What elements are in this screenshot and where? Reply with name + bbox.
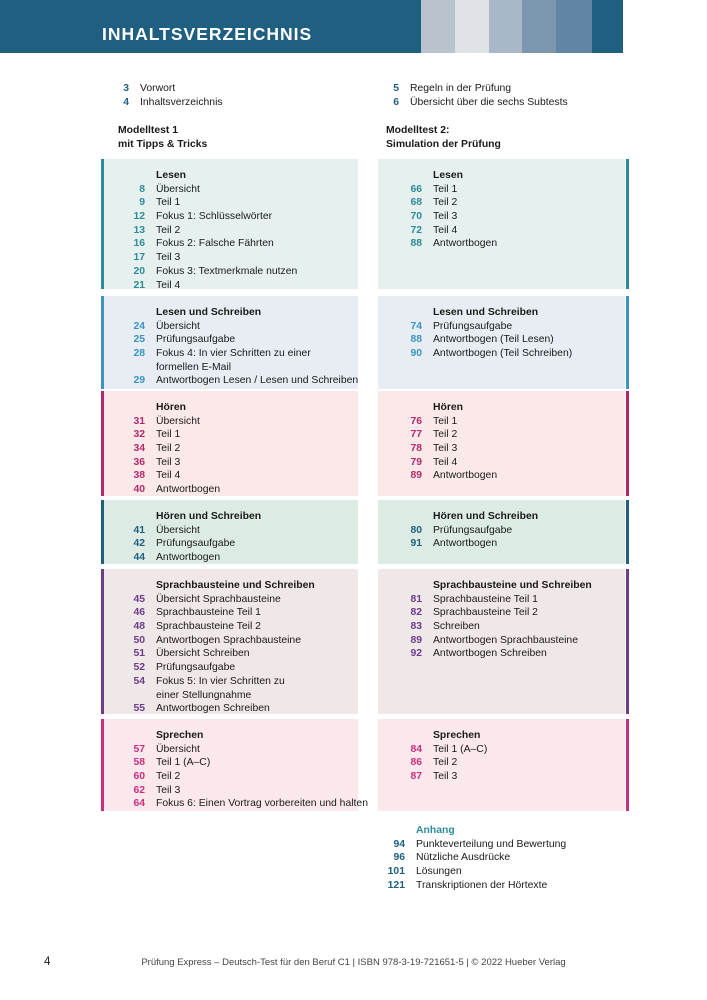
section-accent-bar bbox=[101, 296, 104, 389]
section-title-text: Lesen bbox=[156, 170, 187, 181]
page-number-ref: 96 bbox=[393, 852, 405, 864]
section-accent-bar bbox=[101, 719, 104, 811]
page-number-ref: 45 bbox=[133, 593, 145, 605]
page-number-ref: 52 bbox=[133, 662, 145, 674]
entry-label: Punkteverteilung und Bewertung bbox=[416, 838, 567, 850]
section-entries bbox=[395, 579, 621, 661]
page-number-ref: 41 bbox=[133, 524, 145, 536]
toc-entry[interactable] bbox=[118, 784, 354, 798]
intro-entry[interactable] bbox=[372, 82, 612, 96]
toc-entry[interactable] bbox=[118, 469, 354, 483]
toc-entry[interactable] bbox=[395, 620, 621, 634]
entry-label: Antwortbogen Lesen / Lesen und Schreiben bbox=[156, 375, 359, 387]
section-right-hören bbox=[378, 391, 625, 496]
toc-entry[interactable] bbox=[395, 415, 621, 429]
toc-entry[interactable] bbox=[395, 196, 621, 210]
page-number-ref: 78 bbox=[410, 443, 422, 455]
section-right-lesen bbox=[378, 159, 625, 289]
entry-label: Prüfungsaufgabe bbox=[433, 320, 513, 332]
entry-label: Teil 1 bbox=[433, 183, 458, 195]
section-title-text: Lesen und Schreiben bbox=[433, 307, 539, 318]
intro-entry[interactable] bbox=[372, 96, 612, 110]
toc-entry[interactable] bbox=[118, 647, 354, 661]
page-number-ref: 91 bbox=[410, 538, 422, 550]
page-number-ref: 12 bbox=[133, 211, 145, 223]
entry-label: Lösungen bbox=[416, 866, 462, 878]
page-number-ref: 21 bbox=[133, 279, 145, 291]
section-title bbox=[118, 729, 354, 743]
entry-label: Teil 4 bbox=[433, 456, 458, 468]
page-number-ref: 70 bbox=[410, 211, 422, 223]
page-number: 4 bbox=[44, 956, 51, 968]
toc-entry[interactable] bbox=[118, 279, 354, 293]
toc-entry[interactable] bbox=[395, 606, 621, 620]
entry-label: Antwortbogen Schreiben bbox=[156, 703, 270, 715]
page-number-ref: 25 bbox=[133, 334, 145, 346]
entry-label: Antwortbogen (Teil Schreiben) bbox=[433, 348, 573, 360]
entry-label: Fokus 1: Schlüsselwörter bbox=[156, 211, 273, 223]
page-number-ref: 54 bbox=[133, 675, 145, 687]
section-right-lesen-und-schreiben bbox=[378, 296, 625, 389]
entry-label: Teil 3 bbox=[156, 456, 181, 468]
entry-label: formellen E-Mail bbox=[156, 361, 232, 373]
page-number-ref: 88 bbox=[410, 238, 422, 250]
entry-label: Regeln in der Prüfung bbox=[410, 83, 512, 94]
section-title bbox=[395, 510, 621, 524]
toc-entry[interactable] bbox=[118, 606, 354, 620]
toc-entry[interactable] bbox=[118, 675, 354, 689]
page-number-ref: 58 bbox=[133, 757, 145, 769]
toc-entry[interactable] bbox=[118, 593, 354, 607]
section-left-hören bbox=[101, 391, 358, 496]
toc-entry[interactable] bbox=[118, 251, 354, 265]
toc-entry[interactable] bbox=[118, 797, 368, 811]
entry-label: Sprachbausteine Teil 1 bbox=[156, 607, 261, 619]
section-title-text: Hören bbox=[156, 402, 187, 413]
page-number-ref: 64 bbox=[133, 798, 145, 810]
entry-label: Vorwort bbox=[140, 83, 176, 94]
entry-label: Teil 2 bbox=[433, 429, 458, 441]
entry-label: Prüfungsaufgabe bbox=[156, 538, 236, 550]
entry-label: Übersicht bbox=[156, 524, 200, 536]
entry-label: Teil 2 bbox=[156, 771, 181, 783]
page-number-ref: 87 bbox=[410, 771, 422, 783]
entry-label: Übersicht bbox=[156, 415, 200, 427]
toc-entry[interactable] bbox=[395, 224, 621, 238]
page-number-ref: 5 bbox=[393, 83, 399, 94]
toc-entry[interactable] bbox=[118, 183, 354, 197]
section-entries bbox=[395, 510, 621, 551]
entry-label: Antwortbogen bbox=[433, 470, 498, 482]
entry-label: Teil 1 (A–C) bbox=[156, 757, 211, 769]
section-title bbox=[118, 306, 354, 320]
page-number-ref: 13 bbox=[133, 224, 145, 236]
section-entries bbox=[118, 306, 359, 388]
page-number-ref: 80 bbox=[410, 524, 422, 536]
entry-label: Prüfungsaufgabe bbox=[433, 524, 513, 536]
page-number-ref: 32 bbox=[133, 429, 145, 441]
entry-label: Übersicht über die sechs Subtests bbox=[410, 96, 568, 108]
entry-label: Teil 1 bbox=[156, 429, 181, 441]
section-entries bbox=[395, 306, 621, 361]
section-title-text: Sprechen bbox=[156, 730, 204, 741]
section-right-sprachbausteine-und-schreiben bbox=[378, 569, 625, 714]
page-number-ref: 28 bbox=[133, 348, 145, 360]
page-number-ref: 121 bbox=[387, 879, 405, 891]
page-number-ref: 83 bbox=[410, 621, 422, 633]
entry-label: Antwortbogen bbox=[156, 484, 221, 496]
section-right-sprechen bbox=[378, 719, 625, 811]
intro-entry[interactable] bbox=[102, 82, 342, 96]
section-left-sprachbausteine-und-schreiben bbox=[101, 569, 358, 714]
entry-label: Prüfungsaufgabe bbox=[156, 662, 236, 674]
section-entries bbox=[395, 169, 621, 251]
page-number-ref: 6 bbox=[393, 96, 399, 108]
entry-label: Inhaltsverzeichnis bbox=[140, 96, 223, 108]
page-number-ref: 60 bbox=[133, 771, 145, 783]
page-number-ref: 68 bbox=[410, 197, 422, 209]
page-number-ref: 82 bbox=[410, 607, 422, 619]
section-entries bbox=[395, 729, 621, 784]
section-accent-bar bbox=[626, 296, 629, 389]
header-stripe bbox=[556, 0, 592, 53]
toc-entry[interactable] bbox=[118, 415, 354, 429]
toc-entry[interactable] bbox=[118, 483, 354, 497]
toc-entry[interactable] bbox=[395, 634, 621, 648]
page-number-ref: 101 bbox=[387, 866, 405, 878]
section-title bbox=[118, 169, 354, 183]
toc-entry[interactable] bbox=[395, 183, 621, 197]
entry-label: Fokus 5: In vier Schritten zu bbox=[156, 675, 285, 687]
entry-label: Transkriptionen der Hörtexte bbox=[416, 879, 548, 891]
toc-entry[interactable] bbox=[118, 237, 354, 251]
page-number-ref: 29 bbox=[133, 375, 145, 387]
toc-entry[interactable] bbox=[395, 524, 621, 538]
entry-label: Nützliche Ausdrücke bbox=[416, 852, 511, 864]
toc-entry[interactable] bbox=[118, 347, 354, 361]
page-number-ref: 72 bbox=[410, 224, 422, 236]
page-number-ref: 88 bbox=[410, 334, 422, 346]
toc-entry[interactable] bbox=[118, 620, 354, 634]
entry-label: Fokus 2: Falsche Fährten bbox=[156, 238, 274, 250]
entry-label: Teil 2 bbox=[433, 197, 458, 209]
section-right-hören-und-schreiben bbox=[378, 500, 625, 564]
entry-label: Sprachbausteine Teil 1 bbox=[433, 593, 538, 605]
toc-entry[interactable] bbox=[395, 428, 621, 442]
page-number-ref: 55 bbox=[133, 703, 145, 715]
entry-label: Sprachbausteine Teil 2 bbox=[156, 621, 261, 633]
section-title bbox=[395, 401, 621, 415]
toc-entry[interactable] bbox=[395, 456, 621, 470]
toc-entry[interactable] bbox=[118, 320, 354, 334]
page-number-ref: 4 bbox=[123, 96, 129, 108]
entry-label: Teil 2 bbox=[156, 443, 181, 455]
entry-label: Fokus 3: Textmerkmale nutzen bbox=[156, 265, 298, 277]
section-accent-bar bbox=[626, 719, 629, 811]
section-accent-bar bbox=[101, 391, 104, 496]
section-title-text: Sprachbausteine und Schreiben bbox=[433, 580, 592, 591]
entry-label: Antwortbogen bbox=[433, 238, 498, 250]
page-number-ref: 8 bbox=[139, 183, 145, 195]
toc-entry[interactable] bbox=[118, 770, 354, 784]
footer-imprint: Prüfung Express – Deutsch-Test für den Beruf C1 | ISBN 978-3-19-721651-5 | © 2022 Hueber Verlag bbox=[141, 957, 566, 968]
entry-label: Antwortbogen Schreiben bbox=[433, 648, 547, 660]
page-number-ref: 38 bbox=[133, 470, 145, 482]
section-accent-bar bbox=[626, 159, 629, 289]
page-number-ref: 36 bbox=[133, 456, 145, 468]
toc-entry[interactable] bbox=[395, 743, 621, 757]
toc-entry[interactable] bbox=[395, 756, 621, 770]
page-number-ref: 40 bbox=[133, 484, 145, 496]
intro-list-left bbox=[102, 82, 342, 109]
page-number-ref: 9 bbox=[139, 197, 145, 209]
entry-label: Übersicht bbox=[156, 743, 200, 755]
section-accent-bar bbox=[626, 391, 629, 496]
toc-entry[interactable] bbox=[395, 320, 621, 334]
entry-label: Übersicht bbox=[156, 183, 200, 195]
entry-label: Antwortbogen Sprachbausteine bbox=[156, 634, 301, 646]
entry-label: Teil 4 bbox=[433, 224, 458, 236]
entry-label: Teil 2 bbox=[156, 224, 181, 236]
entry-label: einer Stellungnahme bbox=[156, 689, 252, 701]
toc-entry[interactable] bbox=[118, 551, 354, 565]
anhang-entry[interactable] bbox=[378, 838, 628, 852]
page-number-ref: 50 bbox=[133, 634, 145, 646]
anhang-title bbox=[378, 824, 628, 838]
section-left-hören-und-schreiben bbox=[101, 500, 358, 564]
entry-label: Teil 1 bbox=[156, 197, 181, 209]
section-title bbox=[118, 579, 354, 593]
entry-label: Antwortbogen Sprachbausteine bbox=[433, 634, 578, 646]
page-number-ref: 86 bbox=[410, 757, 422, 769]
toc-entry[interactable] bbox=[118, 428, 354, 442]
anhang-title-text: Anhang bbox=[416, 825, 455, 836]
anhang-entry[interactable] bbox=[378, 879, 628, 893]
entry-label: Übersicht Sprachbausteine bbox=[156, 593, 281, 605]
toc-entry[interactable] bbox=[118, 210, 354, 224]
header-stripe bbox=[489, 0, 523, 53]
section-title-text: Hören und Schreiben bbox=[156, 511, 262, 522]
page-number-ref: 34 bbox=[133, 443, 145, 455]
toc-entry[interactable] bbox=[118, 442, 354, 456]
section-accent-bar bbox=[101, 159, 104, 289]
entry-label: Teil 3 bbox=[156, 252, 181, 264]
intro-entry[interactable] bbox=[102, 96, 342, 110]
section-entries bbox=[118, 579, 354, 716]
page-number-ref: 62 bbox=[133, 784, 145, 796]
toc-entry[interactable] bbox=[395, 210, 621, 224]
modelltest-1-heading: Modelltest 1 mit Tipps & Tricks bbox=[118, 125, 208, 150]
toc-entry[interactable] bbox=[118, 537, 354, 551]
entry-label: Teil 2 bbox=[433, 757, 458, 769]
toc-entry[interactable] bbox=[118, 689, 354, 703]
section-accent-bar bbox=[101, 500, 104, 564]
toc-entry[interactable] bbox=[395, 347, 621, 361]
page-title: INHALTSVERZEICHNIS bbox=[102, 24, 313, 44]
entry-label: Antwortbogen (Teil Lesen) bbox=[433, 334, 554, 346]
header-stripe bbox=[455, 0, 490, 53]
intro-list-right bbox=[372, 82, 612, 109]
toc-entry[interactable] bbox=[395, 537, 621, 551]
section-entries bbox=[118, 401, 354, 497]
section-left-sprechen bbox=[101, 719, 368, 811]
toc-entry[interactable] bbox=[118, 756, 354, 770]
toc-entry[interactable] bbox=[118, 224, 354, 238]
toc-entry[interactable] bbox=[118, 333, 354, 347]
modelltest-2-heading: Modelltest 2: Simulation der Prüfung bbox=[386, 125, 501, 150]
page-number-ref: 81 bbox=[410, 593, 422, 605]
section-title-text: Sprechen bbox=[433, 730, 481, 741]
section-title-text: Hören bbox=[433, 402, 464, 413]
section-title-text: Hören und Schreiben bbox=[433, 511, 539, 522]
toc-entry[interactable] bbox=[395, 770, 621, 784]
page-number-ref: 16 bbox=[133, 238, 145, 250]
toc-entry[interactable] bbox=[118, 374, 359, 388]
page-number-ref: 92 bbox=[410, 648, 422, 660]
header-stripe bbox=[522, 0, 557, 53]
page-number-ref: 46 bbox=[133, 607, 145, 619]
page-number-ref: 74 bbox=[410, 320, 422, 332]
section-title-text: Lesen und Schreiben bbox=[156, 307, 262, 318]
section-accent-bar bbox=[101, 569, 104, 714]
entry-label: Teil 3 bbox=[156, 784, 181, 796]
anhang-entry[interactable] bbox=[378, 865, 628, 879]
page-number-ref: 84 bbox=[410, 743, 422, 755]
page-number-ref: 66 bbox=[410, 183, 422, 195]
toc-entry[interactable] bbox=[118, 196, 354, 210]
toc-entry[interactable] bbox=[118, 361, 354, 375]
section-accent-bar bbox=[626, 500, 629, 564]
entry-label: Übersicht Schreiben bbox=[156, 648, 250, 660]
entry-label: Teil 4 bbox=[156, 470, 181, 482]
page-number-ref: 20 bbox=[133, 265, 145, 277]
entry-label: Teil 3 bbox=[433, 211, 458, 223]
entry-label: Teil 4 bbox=[156, 279, 181, 291]
section-title bbox=[118, 401, 354, 415]
page-number-ref: 31 bbox=[133, 415, 145, 427]
page-number-ref: 44 bbox=[133, 552, 145, 564]
page-number-ref: 76 bbox=[410, 415, 422, 427]
section-entries bbox=[118, 169, 354, 292]
section-left-lesen bbox=[101, 159, 358, 289]
entry-label: Teil 1 bbox=[433, 415, 458, 427]
toc-entry[interactable] bbox=[395, 442, 621, 456]
entry-label: Fokus 4: In vier Schritten zu einer bbox=[156, 348, 311, 360]
section-title bbox=[395, 306, 621, 320]
toc-entry[interactable] bbox=[118, 265, 354, 279]
toc-entry[interactable] bbox=[118, 634, 354, 648]
toc-entry[interactable] bbox=[118, 702, 354, 716]
toc-entry[interactable] bbox=[118, 661, 354, 675]
entry-label: Sprachbausteine Teil 2 bbox=[433, 607, 538, 619]
toc-entry[interactable] bbox=[395, 593, 621, 607]
section-entries bbox=[395, 401, 621, 483]
page-number-ref: 90 bbox=[410, 348, 422, 360]
page-number-ref: 77 bbox=[410, 429, 422, 441]
page-number-ref: 48 bbox=[133, 621, 145, 633]
page-number-ref: 3 bbox=[123, 83, 129, 94]
section-entries bbox=[118, 729, 368, 811]
entry-label: Antwortbogen bbox=[156, 552, 221, 564]
toc-entry[interactable] bbox=[118, 743, 354, 757]
section-title-text: Sprachbausteine und Schreiben bbox=[156, 580, 315, 591]
toc-entry[interactable] bbox=[395, 469, 621, 483]
header-stripe bbox=[421, 0, 456, 53]
page-number-ref: 24 bbox=[133, 320, 145, 332]
section-title-text: Lesen bbox=[433, 170, 464, 181]
page-number-ref: 79 bbox=[410, 456, 422, 468]
page-number-ref: 57 bbox=[133, 743, 145, 755]
entry-label: Antwortbogen bbox=[433, 538, 498, 550]
toc-entry[interactable] bbox=[395, 333, 621, 347]
page-number-ref: 51 bbox=[133, 648, 145, 660]
entry-label: Teil 1 (A–C) bbox=[433, 743, 488, 755]
section-title bbox=[395, 729, 621, 743]
anhang-section bbox=[378, 824, 628, 892]
toc-entry[interactable] bbox=[118, 456, 354, 470]
page-number-ref: 94 bbox=[393, 838, 405, 850]
entry-label: Fokus 6: Einen Vortrag vorbereiten und halten bbox=[156, 798, 368, 810]
toc-entry[interactable] bbox=[118, 524, 354, 538]
entry-label: Schreiben bbox=[433, 621, 480, 633]
toc-entry[interactable] bbox=[395, 237, 621, 251]
entry-label: Teil 3 bbox=[433, 443, 458, 455]
section-accent-bar bbox=[626, 569, 629, 714]
toc-entry[interactable] bbox=[395, 647, 621, 661]
page-number-ref: 17 bbox=[133, 252, 145, 264]
section-title bbox=[118, 510, 354, 524]
section-title bbox=[395, 169, 621, 183]
section-entries bbox=[118, 510, 354, 565]
entry-label: Teil 3 bbox=[433, 771, 458, 783]
section-title bbox=[395, 579, 621, 593]
entry-label: Prüfungsaufgabe bbox=[156, 334, 236, 346]
section-left-lesen-und-schreiben bbox=[101, 296, 358, 389]
page-number-ref: 89 bbox=[410, 470, 422, 482]
anhang-entry[interactable] bbox=[378, 851, 628, 865]
page-number-ref: 89 bbox=[410, 634, 422, 646]
entry-label: Übersicht bbox=[156, 320, 200, 332]
page-number-ref: 42 bbox=[133, 538, 145, 550]
